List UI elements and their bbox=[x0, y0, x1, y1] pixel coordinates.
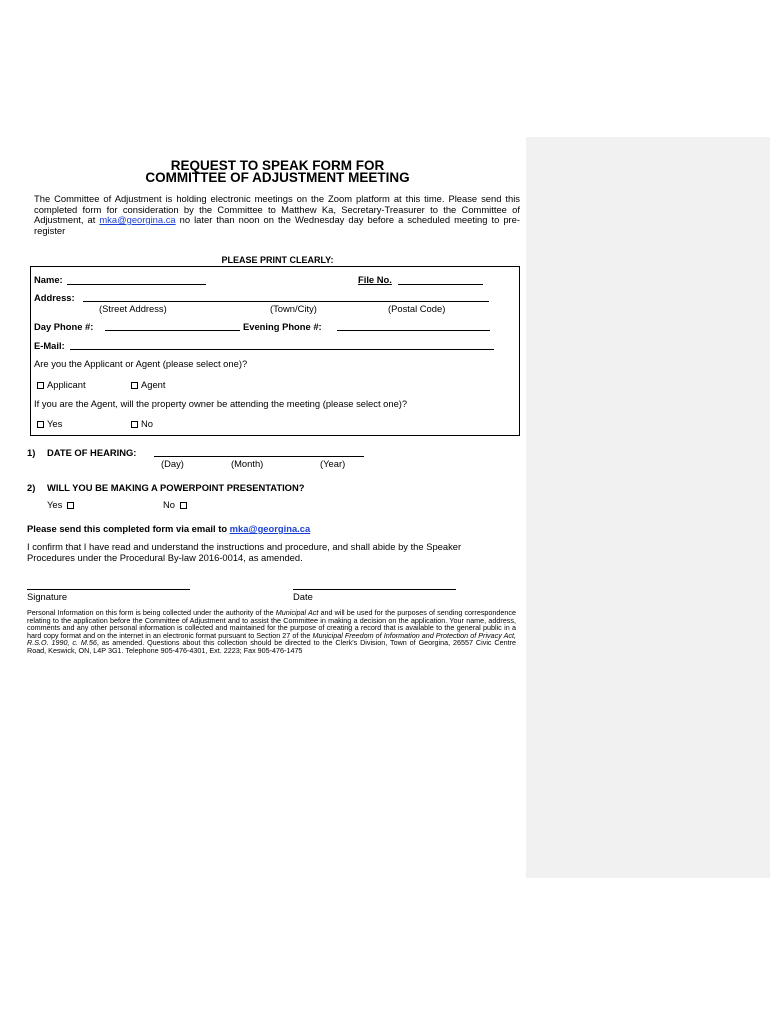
applicant-agent-question: Are you the Applicant or Agent (please select one)? bbox=[34, 358, 248, 369]
applicant-info-box bbox=[30, 266, 520, 436]
send-instruction-text: Please send this completed form via email to bbox=[27, 523, 230, 534]
send-instruction bbox=[27, 523, 310, 534]
town-city-caption: (Town/City) bbox=[270, 303, 317, 314]
name-label: Name: bbox=[34, 274, 63, 285]
intro-email-link[interactable]: mka@georgina.ca bbox=[99, 214, 176, 225]
privacy-notice bbox=[27, 609, 516, 655]
agent-option[interactable] bbox=[131, 379, 166, 390]
file-no-field-line[interactable] bbox=[398, 284, 483, 285]
powerpoint-no-label: No bbox=[163, 499, 175, 510]
applicant-option[interactable] bbox=[37, 379, 86, 390]
owner-no-option[interactable] bbox=[131, 418, 153, 429]
applicant-option-label: Applicant bbox=[47, 379, 86, 390]
signature-field-line[interactable] bbox=[27, 589, 190, 590]
question-1-number: 1) bbox=[27, 447, 36, 458]
file-no-label: File No. bbox=[358, 274, 392, 285]
owner-no-checkbox[interactable] bbox=[131, 421, 138, 428]
form-title-line-1: REQUEST TO SPEAK FORM FOR bbox=[170, 158, 385, 173]
signature-label: Signature bbox=[27, 591, 68, 602]
comments-sidebar-panel bbox=[526, 137, 770, 878]
day-caption: (Day) bbox=[161, 458, 184, 469]
owner-yes-label: Yes bbox=[47, 418, 63, 429]
powerpoint-yes-option[interactable] bbox=[47, 499, 77, 510]
privacy-notice-part-3: , as amended. Questions about this collection should be directed to the Clerk's Division, Town of Georgina, 26557 Civic Centre Road, Keswick, ON, L4P 3G1. Telephone 905-476-4301, Ext. 2223; Fax 905-476-1475 bbox=[27, 638, 516, 655]
address-field-line[interactable] bbox=[83, 301, 489, 302]
date-label: Date bbox=[293, 591, 313, 602]
privacy-notice-italic-1: Municipal Act bbox=[275, 608, 319, 617]
intro-text-part-1: The Committee of Adjustment is holding electronic meetings on the Zoom platform at this time. Please send this completed form for consideration by the Committee to Matthew Ka, Secretary-Treasurer to the Committee of Adjustment, at bbox=[34, 193, 520, 225]
owner-no-label: No bbox=[141, 418, 153, 429]
date-of-hearing-field-line[interactable] bbox=[154, 456, 364, 457]
date-field-line[interactable] bbox=[293, 589, 456, 590]
form-title-line-2: COMMITTEE OF ADJUSTMENT MEETING bbox=[145, 170, 410, 185]
agent-option-label: Agent bbox=[141, 379, 166, 390]
powerpoint-no-checkbox[interactable] bbox=[180, 502, 187, 509]
powerpoint-yes-checkbox[interactable] bbox=[67, 502, 74, 509]
powerpoint-yes-label: Yes bbox=[47, 499, 63, 510]
send-email-link[interactable]: mka@georgina.ca bbox=[229, 523, 311, 534]
intro-paragraph bbox=[34, 194, 520, 236]
privacy-notice-part-2: and will be used for the purposes of sending correspondence relating to the application before the Committee of Adjustment and to assist the Committee in making a decision on the application. Your name, address, comments and any other personal information is collected and maintained for the purpose of creating a record that is available to the general public in a hard copy format and on the internet in an electronic format pursuant to Section 27 of the bbox=[27, 608, 516, 640]
month-caption: (Month) bbox=[231, 458, 264, 469]
powerpoint-question: WILL YOU BE MAKING A POWERPOINT PRESENTATION? bbox=[47, 482, 305, 493]
owner-yes-option[interactable] bbox=[37, 418, 62, 429]
email-label: E-Mail: bbox=[34, 340, 65, 351]
day-phone-field-line[interactable] bbox=[105, 330, 240, 331]
street-address-caption: (Street Address) bbox=[99, 303, 167, 314]
agent-checkbox[interactable] bbox=[131, 382, 138, 389]
date-of-hearing-label: DATE OF HEARING: bbox=[47, 447, 137, 458]
owner-yes-checkbox[interactable] bbox=[37, 421, 44, 428]
powerpoint-no-option[interactable] bbox=[163, 499, 190, 510]
owner-attending-question: If you are the Agent, will the property owner be attending the meeting (please select one)? bbox=[34, 398, 408, 409]
address-label: Address: bbox=[34, 292, 75, 303]
name-field-line[interactable] bbox=[67, 284, 206, 285]
year-caption: (Year) bbox=[320, 458, 346, 469]
evening-phone-field-line[interactable] bbox=[337, 330, 490, 331]
email-field-line[interactable] bbox=[70, 349, 494, 350]
applicant-checkbox[interactable] bbox=[37, 382, 44, 389]
privacy-notice-italic-2: Municipal Freedom of Information and Protection of Privacy Act, R.S.O. 1990, c. M.56 bbox=[27, 630, 516, 648]
postal-code-caption: (Postal Code) bbox=[388, 303, 446, 314]
day-phone-label: Day Phone #: bbox=[34, 321, 94, 332]
question-2-number: 2) bbox=[27, 482, 36, 493]
evening-phone-label: Evening Phone #: bbox=[243, 321, 322, 332]
privacy-notice-part-1: Personal Information on this form is being collected under the authority of the bbox=[27, 608, 276, 617]
print-clearly-heading: PLEASE PRINT CLEARLY: bbox=[221, 255, 334, 265]
confirmation-statement: I confirm that I have read and understand the instructions and procedure, and shall abide by the Speaker Procedures under the Procedural By-law 2016-0014, as amended. bbox=[27, 541, 462, 563]
intro-text-part-2: no later than noon on the Wednesday day before a scheduled meeting to pre-register bbox=[34, 214, 521, 236]
